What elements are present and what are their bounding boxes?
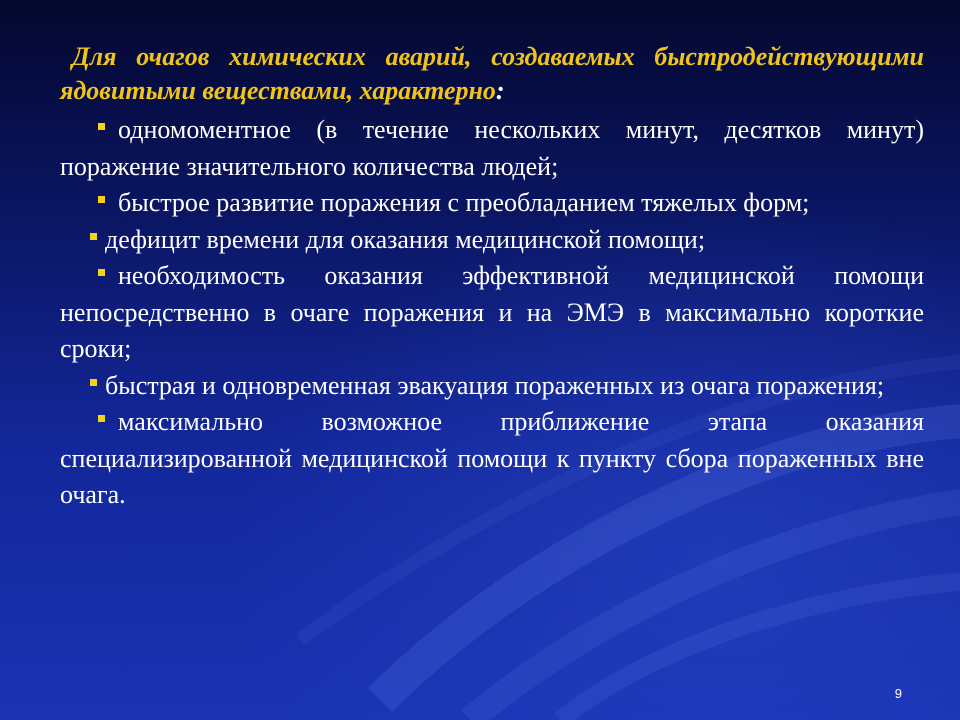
square-bullet-icon <box>98 415 105 422</box>
bullet-text: быстрая и одновременная эвакуация пораженных из очага поражения; <box>105 370 885 400</box>
slide-heading <box>60 40 924 108</box>
bullet-item <box>60 404 924 514</box>
slide-heading-text: Для очагов химических аварий, создаваемых быстродействующими ядовитыми веществами, характерно <box>60 42 924 105</box>
bullet-text: дефицит времени для оказания медицинской помощи; <box>105 224 706 254</box>
bullet-item <box>60 222 924 259</box>
bullet-item <box>60 258 924 368</box>
square-bullet-icon <box>90 233 97 240</box>
bullet-text: одномоментное (в течение нескольких минут, десятков минут) поражение значительного количества людей; <box>60 115 924 181</box>
bullet-list <box>60 112 924 514</box>
square-bullet-icon <box>98 269 105 276</box>
page-number: 9 <box>894 686 902 701</box>
bullet-item <box>60 185 924 222</box>
bullet-item <box>60 368 924 405</box>
slide-heading-colon: : <box>495 76 505 105</box>
bullet-text: максимально возможное приближение этапа оказания специализированной медицинской помощи к пункту сбора пораженных вне очага. <box>60 407 924 509</box>
bullet-text: необходимость оказания эффективной медицинской помощи непосредственно в очаге поражения и на ЭМЭ в максимально короткие сроки; <box>60 261 924 363</box>
square-bullet-icon <box>98 123 105 130</box>
square-bullet-icon <box>98 196 105 203</box>
square-bullet-icon <box>90 379 97 386</box>
bullet-text: быстрое развитие поражения с преобладанием тяжелых форм; <box>118 188 810 217</box>
bullet-item <box>60 112 924 185</box>
slide-content <box>60 40 924 514</box>
